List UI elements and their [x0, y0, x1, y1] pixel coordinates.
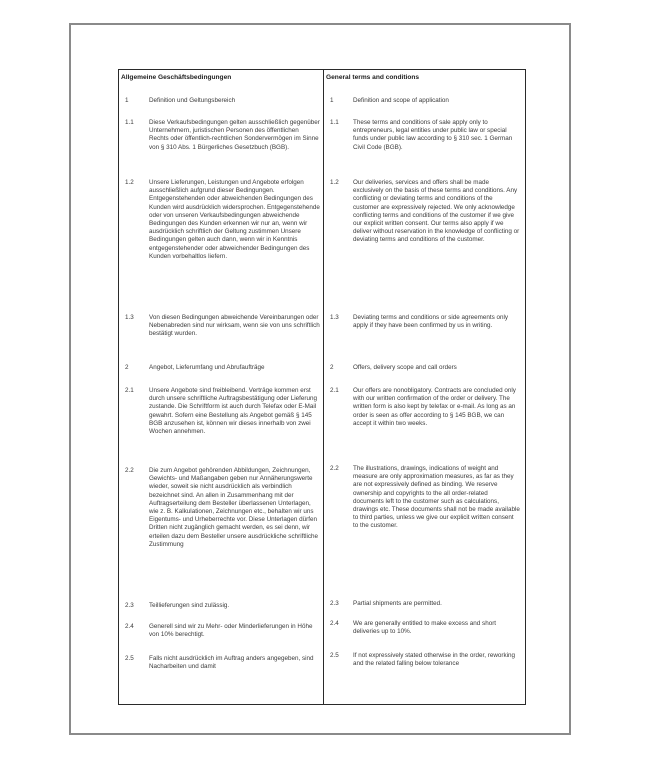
section-text: Definition and scope of application	[353, 97, 449, 104]
section-number: 2.1	[330, 387, 339, 394]
terms-table	[118, 69, 526, 705]
section-number: 1	[330, 97, 334, 104]
section-text: Angebot, Lieferumfang und Abrufaufträge	[149, 364, 265, 371]
section-number: 1.3	[330, 314, 339, 321]
german-title: Allgemeine Geschäftsbedingungen	[121, 74, 232, 81]
section-text: Unsere Lieferungen, Leistungen und Angebote erfolgen ausschließlich aufgrund dieser Bedingungen. Entgegenstehenden oder abweichenden Bedingungen des Kunden wird ausdrücklich widersprochen. Entgegenstehende oder von unseren Verkaufsbedingungen abweichende Bedingungen des Kunden erkennen wir nur an, wenn wir ausdrücklich schriftlich der Geltung zustimmen Unsere Bedingungen gelten auch dann, wenn wir in Kenntnis entgegenstehender oder abweichender Bedingungen des Kunden vorbehaltlos liefern.	[149, 179, 320, 260]
english-title: General terms and conditions	[326, 74, 420, 81]
section-text: We are generally entitled to make excess and short deliveries up to 10%.	[353, 620, 497, 636]
section-text: These terms and conditions of sale apply only to entrepreneurs, legal entities under public law or special funds under public law according to § 310 sec. 1 German Civil Code (BGB).	[353, 119, 513, 151]
section-text: Teillieferungen sind zulässig.	[149, 602, 230, 609]
section-text: Offers, delivery scope and call orders	[353, 364, 457, 371]
section-text: Our deliveries, services and offers shall be made exclusively on the basis of these terms and conditions. Any conflicting or deviating terms and conditions of the customer are expressively rejected. We only acknowledge conflicting terms and conditions of the customer if we give our explicit written consent. Our terms also apply if we deliver without reservation in the knowledge of conflicting or deviating terms and conditions of the customer.	[353, 179, 520, 244]
section-text: Our offers are nonobligatory. Contracts are concluded only with our written confirmation of the order or delivery. The written form is also kept by telefax or e-mail. As long as an order is seen as offer according to § 145 BGB, we can accept it within two weeks.	[353, 387, 516, 427]
section-text: Falls nicht ausdrücklich im Auftrag anders angegeben, sind Nacharbeiten und damit	[149, 655, 314, 671]
section-number: 2.2	[330, 465, 339, 472]
section-number: 2.4	[125, 623, 134, 630]
section-text: Die zum Angebot gehörenden Abbildungen, Zeichnungen, Gewichts- und Maßangaben geben nur Annäherungswerte wieder, soweit sie nicht ausdrücklich als verbindlich bezeichnet sind. An allen in Zusammenhang mit der Auftragserteilung dem Besteller überlassenen Unterlagen, wie z. B. Kalkulationen, Zeichnungen etc., behalten wir uns Eigentums- und Urheberrechte vor. Diese Unterlagen dürfen Dritten nicht zugänglich gemacht werden, es sei denn, wir erteilen dazu dem Besteller unsere ausdrückliche schriftliche Zustimmung	[149, 467, 319, 548]
section-number: 1.1	[330, 119, 339, 126]
section-text: The illustrations, drawings, indications of weight and measure are only approximation measures, as far as they are not expressively defined as binding. We reserve ownership and copyrights to the all order-related documents left to the customer such as calculations, drawings etc. These documents shall not be made available to third parties, unless we give our explicit written consent to the customer.	[353, 465, 520, 530]
section-text: Partial shipments are permitted.	[353, 600, 442, 607]
english-column	[324, 70, 526, 704]
section-number: 2	[330, 364, 334, 371]
section-number: 2.2	[125, 467, 134, 474]
section-number: 2.1	[125, 387, 134, 394]
section-text: Von diesen Bedingungen abweichende Vereinbarungen oder Nebenabreden sind nur wirksam, wenn sie von uns schriftlich bestätigt wurden.	[149, 314, 320, 338]
section-number: 1.1	[125, 119, 134, 126]
section-number: 2.5	[125, 655, 134, 662]
section-text: Definition und Geltungsbereich	[149, 97, 236, 104]
section-number: 2	[125, 364, 129, 371]
section-number: 1.3	[125, 314, 134, 321]
section-text: Diese Verkaufsbedingungen gelten ausschließlich gegenüber Unternehmern, juristischen Personen des öffentlichen Rechts oder öffentlich-rechtlichen Sondervermögen im Sinne von § 310 Abs. 1 Bürgerliches Gesetzbuch (BGB).	[149, 119, 320, 151]
section-text: Unsere Angebote sind freibleibend. Verträge kommen erst durch unsere schriftliche Auftragsbestätigung oder Lieferung zustande. Die Schriftform ist auch durch Telefax oder E-Mail gewahrt. Sofern eine Bestellung als Angebot gemäß § 145 BGB anzusehen ist, können wir dieses innerhalb von zwei Wochen annehmen.	[149, 387, 318, 436]
german-column	[119, 70, 323, 704]
section-number: 1	[125, 97, 129, 104]
section-number: 1.2	[330, 179, 339, 186]
section-text: Generell sind wir zu Mehr- oder Minderlieferungen in Höhe von 10% berechtigt.	[149, 623, 313, 639]
section-text: Deviating terms and conditions or side agreements only apply if they have been confirmed by us in writing.	[353, 314, 509, 330]
section-number: 2.3	[125, 602, 134, 609]
section-number: 1.2	[125, 179, 134, 186]
section-number: 2.3	[330, 600, 339, 607]
section-number: 2.5	[330, 652, 339, 659]
document-page	[69, 23, 571, 735]
section-text: If not expressively stated otherwise in the order, reworking and the related falling below tolerance	[353, 652, 516, 668]
section-number: 2.4	[330, 620, 339, 627]
